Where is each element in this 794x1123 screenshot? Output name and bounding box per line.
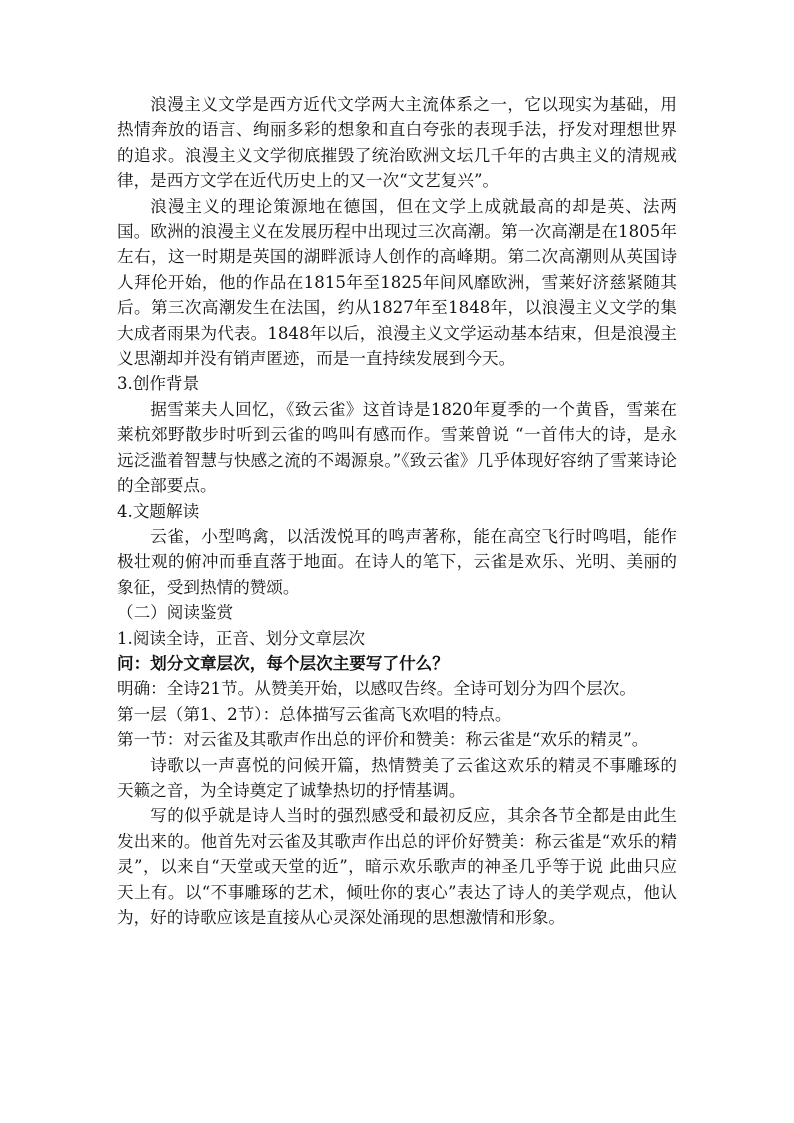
section-heading-reading: （二）阅读鉴赏	[117, 603, 234, 623]
paragraph-romanticism-history: 浪漫主义的理论策源地在德国，但在文学上成就最高的却是英、法两国。欧洲的浪漫主义在发展历程中出现过三次高潮。第一次高潮是在1805年左右，这一时期是英国的湖畔派诗人创作的高峰期。第二次高潮则从英国诗人拜伦开始，他的作品在1815年至1825年间风靡欧洲，雪莱好济慈紧随其后。第三次高潮发生在法国，约从1827年至1848年，以浪漫主义文学的集大成者雨果为代表。1848年以后，浪漫主义文学运动基本结束，但是浪漫主义思潮却并没有销声匿迹，而是一直持续发展到今天。	[117, 196, 677, 369]
paragraph-romanticism-intro: 浪漫主义文学是西方近代文学两大主流体系之一，它以现实为基础，用热情奔放的语言、绚丽多彩的想象和直白夸张的表现手法，抒发对理想世界的追求。浪漫主义文学彻底摧毁了统治欧洲文坛几千年的古典主义的清规戒律，是西方文学在近代历史上的又一次“文艺复兴”。	[117, 95, 677, 191]
subsection-heading-structure: 1.阅读全诗，正音、划分文章层次	[117, 628, 366, 648]
paragraph-opening-analysis: 诗歌以一声喜悦的问候开篇，热情赞美了云雀这欢乐的精灵不事雕琢的天籁之音，为全诗奠定了诚挚热切的抒情基调。	[117, 755, 677, 800]
answer-text: 明确：全诗21节。从赞美开始，以感叹告终。全诗可划分为四个层次。	[117, 679, 636, 699]
section-one-text: 第一节：对云雀及其歌声作出总的评价和赞美：称云雀是“欢乐的精灵”。	[117, 730, 649, 750]
question-text: 问：划分文章层次，每个层次主要写了什么？	[117, 653, 449, 673]
paragraph-detailed-analysis: 写的似乎就是诗人当时的强烈感受和最初反应，其余各节全都是由此生发出来的。他首先对云雀及其歌声作出总的评价好赞美：称云雀是“欢乐的精灵”，以来自“天堂或天堂的近”，暗示欢乐歌声的神圣几乎等于说 此曲只应天上有。以“不事雕琢的艺术，倾吐你的衷心”表达了诗人的美学观点，他认为，好的诗歌应该是直接从心灵深处涌现的思想激情和形象。	[117, 806, 677, 927]
section-heading-background: 3.创作背景	[117, 374, 200, 394]
section-heading-title-interpretation: 4.文题解读	[117, 501, 200, 521]
layer-one-text: 第一层（第1、2节）：总体描写云雀高飞欢唱的特点。	[117, 704, 512, 724]
document-page	[117, 92, 677, 930]
paragraph-title-interpretation: 云雀，小型鸣禽，以活泼悦耳的鸣声著称，能在高空飞行时鸣唱，能作极壮观的俯冲而垂直落于地面。在诗人的笔下，云雀是欢乐、光明、美丽的象征，受到热情的赞颂。	[117, 526, 677, 597]
paragraph-background: 据雪莱夫人回忆，《致云雀》这首诗是1820年夏季的一个黄昏，雪莱在莱杭郊野散步时听到云雀的鸣叫有感而作。雪莱曾说 “一首伟大的诗，是永远泛滥着智慧与快感之流的不竭源泉。”《致云雀》几乎体现好容纳了雪莱诗论的全部要点。	[117, 399, 677, 496]
